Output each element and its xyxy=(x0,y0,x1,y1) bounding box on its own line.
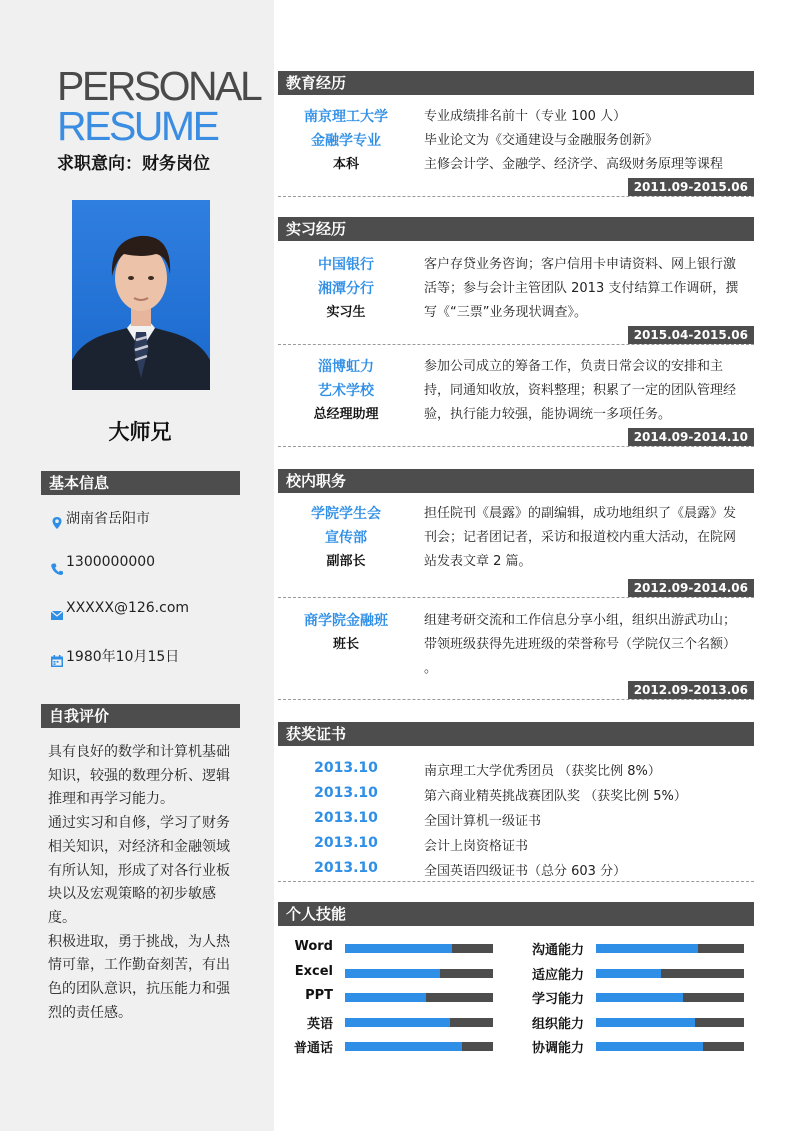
education-line: 主修会计学、金融学、经济学、高级财务原理等课程 xyxy=(424,157,724,172)
skill-bar-fill xyxy=(345,993,426,1002)
education-major: 金融学专业 xyxy=(311,133,381,149)
internship-date: 2015.04-2015.06 xyxy=(628,326,754,344)
skill-bar-fill xyxy=(596,969,661,978)
skill-bar-fill xyxy=(596,1042,703,1051)
award-date: 2013.10 xyxy=(314,785,378,801)
internship-role: 总经理助理 xyxy=(313,407,379,422)
skill-label: 适应能力 xyxy=(531,967,584,983)
logo-personal: PERSONAL xyxy=(57,63,261,109)
self-eval-paragraph: 具有良好的数学和计算机基础知识，较强的数理分析、逻辑推理和再学习能力。 xyxy=(48,744,230,808)
logo-resume: RESUME xyxy=(57,103,218,149)
award-date: 2013.10 xyxy=(314,810,378,826)
education-details xyxy=(424,105,754,177)
divider xyxy=(278,344,754,345)
divider xyxy=(278,881,754,882)
education-school-block xyxy=(280,105,412,177)
skill-bar xyxy=(596,993,744,1002)
section-campus-title: 校内职务 xyxy=(278,469,754,493)
campus-line: 站发表文章 2 篇。 xyxy=(424,554,532,569)
skill-label: 英语 xyxy=(306,1016,333,1032)
divider xyxy=(278,699,754,700)
info-location-text: 湖南省岳阳市 xyxy=(66,511,150,527)
campus-line: 刊会；记者团记者，采访和报道校内重大活动，在院网 xyxy=(424,530,737,545)
info-birthday-text: 1980年10月15日 xyxy=(66,649,180,665)
award-date: 2013.10 xyxy=(314,860,378,876)
internship-org-line2: 湘潭分行 xyxy=(318,281,374,297)
internship-org-block xyxy=(280,355,412,427)
section-skills-title: 个人技能 xyxy=(278,902,754,926)
self-eval-paragraph: 通过实习和自修，学习了财务相关知识，对经济和金融领域有所认知，形成了对各行业板块以及宏观策略的初步敏感度。 xyxy=(48,815,230,926)
award-date: 2013.10 xyxy=(314,760,378,776)
skill-bar xyxy=(345,944,493,953)
calendar-icon xyxy=(50,654,64,668)
campus-line: 组建考研交流和工作信息分享小组，组织出游武功山； xyxy=(424,613,737,628)
skill-bar xyxy=(596,1042,744,1051)
skill-label: 沟通能力 xyxy=(531,943,584,958)
campus-org-line1: 商学院金融班 xyxy=(304,613,388,629)
skill-label: 协调能力 xyxy=(531,1041,584,1056)
internship-org-line1: 中国银行 xyxy=(318,257,374,273)
internship-line: 验，执行能力较强，能协调统一多项任务。 xyxy=(424,407,672,422)
skill-bar xyxy=(596,944,744,953)
award-name: 全国英语四级证书（总分 603 分） xyxy=(424,864,627,879)
skill-bar xyxy=(345,1018,493,1027)
skill-bar-fill xyxy=(345,1018,450,1027)
internship-line: 活等；参与会计主管团队 2013 支付结算工作调研，撰 xyxy=(424,281,739,296)
job-intent: 求职意向：财务岗位 xyxy=(57,154,210,174)
skill-bar xyxy=(596,1018,744,1027)
internship-line: 持，同通知收放，资料整理；积累了一定的团队管理经 xyxy=(424,383,737,398)
skill-label: 学习能力 xyxy=(531,992,584,1007)
education-date: 2011.09-2015.06 xyxy=(628,178,754,196)
award-name: 第六商业精英挑战赛团队奖 （获奖比例 5%） xyxy=(424,789,687,804)
award-name: 会计上岗资格证书 xyxy=(424,839,529,854)
info-email-text: XXXXX@126.com xyxy=(66,600,190,616)
campus-org-line1: 学院学生会 xyxy=(311,506,381,522)
campus-org-block xyxy=(280,609,412,657)
mail-icon xyxy=(50,608,64,622)
section-internship-title: 实习经历 xyxy=(278,217,754,241)
self-evaluation xyxy=(48,741,242,1025)
profile-photo xyxy=(72,200,210,390)
internship-role: 实习生 xyxy=(326,305,366,320)
internship-line: 参加公司成立的筹备工作，负责日常会议的安排和主 xyxy=(424,359,724,374)
location-icon xyxy=(50,516,64,530)
campus-line: 带领班级获得先进班级的荣誉称号（学院仅三个名额） xyxy=(424,637,737,652)
campus-line: 担任院刊《晨露》的副编辑，成功地组织了《晨露》发 xyxy=(424,506,737,521)
skill-label: Excel xyxy=(294,963,333,979)
internship-line: 写《“三票”业务现状调查》。 xyxy=(424,305,587,320)
education-degree: 本科 xyxy=(332,157,359,172)
section-self-eval-title: 自我评价 xyxy=(41,704,240,728)
skill-label: 普通话 xyxy=(293,1041,333,1056)
internship-date: 2014.09-2014.10 xyxy=(628,428,754,446)
internship-details xyxy=(424,253,754,325)
award-name: 全国计算机一级证书 xyxy=(424,814,542,829)
campus-details xyxy=(424,502,754,574)
internship-org-block xyxy=(280,253,412,325)
skill-bar-fill xyxy=(596,944,698,953)
skill-label: 组织能力 xyxy=(531,1016,584,1032)
divider xyxy=(278,597,754,598)
internship-details xyxy=(424,355,754,427)
divider xyxy=(278,196,754,197)
divider xyxy=(278,446,754,447)
skill-bar-fill xyxy=(596,1018,695,1027)
self-eval-paragraph: 积极进取，勇于挑战，为人热情可靠，工作勤奋刻苦，有出色的团队意识，抗压能力和强烈的责任感。 xyxy=(48,933,230,1021)
skill-bar-fill xyxy=(345,969,440,978)
skill-label: PPT xyxy=(305,988,333,1003)
campus-details xyxy=(424,609,754,681)
education-line: 毕业论文为《交通建设与金融服务创新》 xyxy=(424,133,659,148)
internship-line: 客户存贷业务咨询；客户信用卡申请资料、网上银行激 xyxy=(424,257,737,272)
info-phone-text: 1300000000 xyxy=(66,554,156,570)
skill-bar-fill xyxy=(596,993,683,1002)
skill-bar xyxy=(345,1042,493,1051)
skill-bar xyxy=(596,969,744,978)
internship-org-line1: 淄博虹力 xyxy=(318,359,374,375)
skill-bar-fill xyxy=(345,1042,462,1051)
internship-org-line2: 艺术学校 xyxy=(318,383,374,399)
phone-icon xyxy=(50,562,64,576)
campus-role: 班长 xyxy=(332,637,359,652)
section-awards-title: 获奖证书 xyxy=(278,722,754,746)
award-name: 南京理工大学优秀团员 （获奖比例 8%） xyxy=(424,764,661,779)
section-education-title: 教育经历 xyxy=(278,71,754,95)
education-line: 专业成绩排名前十（专业 100 人） xyxy=(424,109,627,124)
skill-bar xyxy=(345,969,493,978)
candidate-name: 大师兄 xyxy=(108,420,172,444)
award-date: 2013.10 xyxy=(314,835,378,851)
campus-org-block xyxy=(280,502,412,574)
campus-date: 2012.09-2014.06 xyxy=(628,579,754,597)
skill-label: Word xyxy=(294,939,333,954)
skill-bar xyxy=(345,993,493,1002)
campus-role: 副部长 xyxy=(326,554,366,569)
campus-date: 2012.09-2013.06 xyxy=(628,681,754,699)
education-school: 南京理工大学 xyxy=(304,109,388,125)
campus-org-line2: 宣传部 xyxy=(325,530,367,546)
campus-line: 。 xyxy=(424,661,438,676)
section-basic-info-title: 基本信息 xyxy=(41,471,240,495)
skill-bar-fill xyxy=(345,944,452,953)
